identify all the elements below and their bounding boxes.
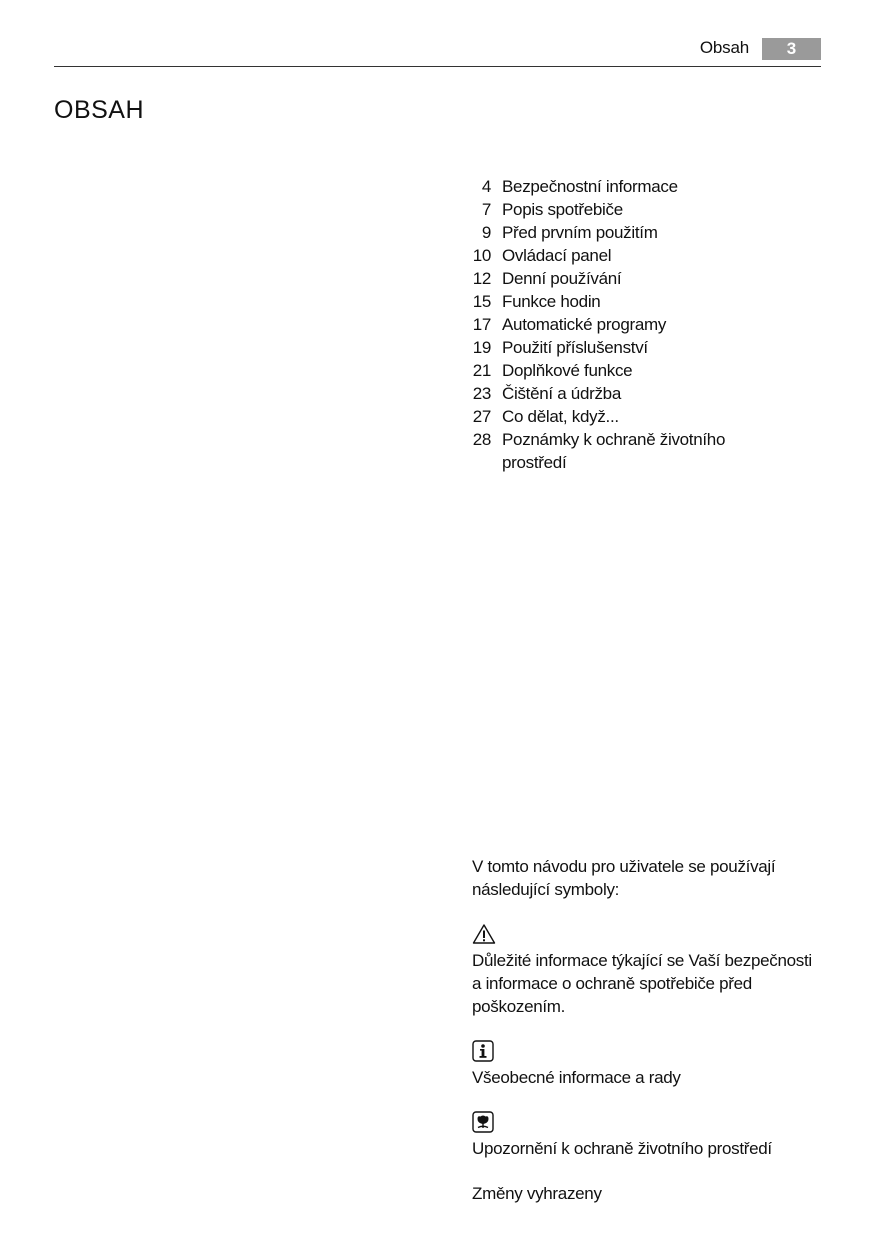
toc-item[interactable] [468,405,808,428]
toc-item[interactable] [468,267,808,290]
warning-text: Důležité informace týkající se Vaší bezpečnosti a informace o ochraně spotřebiče před poškozením. [472,951,812,1016]
toc-page-number: 15 [472,292,491,311]
toc-page-number: 23 [472,384,491,403]
toc-item[interactable] [468,244,808,267]
environment-block [472,1111,822,1160]
toc-page-number: 28 [472,430,491,449]
toc-item[interactable] [468,382,808,405]
toc-item[interactable] [468,336,808,359]
info-block [472,1040,822,1089]
info-text: Všeobecné informace a rady [472,1068,681,1087]
toc-item[interactable] [468,198,808,221]
toc-item[interactable] [468,290,808,313]
toc-label: Popis spotřebiče [502,200,623,219]
toc-item[interactable] [468,359,808,382]
toc-label: Ovládací panel [502,246,612,265]
page-number-badge: 3 [762,38,821,60]
toc-label: Před prvním použitím [502,223,658,242]
environment-flower-icon [472,1111,822,1135]
changes-reserved-note: Změny vyhrazeny [472,1184,602,1203]
symbol-legend [472,855,822,1205]
toc-label: Bezpečnostní informace [502,177,678,196]
toc-page-number: 7 [481,200,491,219]
toc-page-number: 19 [472,338,491,357]
environment-text: Upozornění k ochraně životního prostředí [472,1139,772,1158]
page-header [54,36,821,67]
toc-label: Poznámky k ochraně životního prostředí [502,430,726,472]
toc-label: Doplňkové funkce [502,361,633,380]
toc-label: Co dělat, když... [502,407,619,426]
toc-item[interactable] [468,313,808,336]
toc-page-number: 17 [472,315,491,334]
toc-item[interactable] [468,428,808,474]
toc-label: Čištění a údržba [502,384,621,403]
toc-label: Funkce hodin [502,292,601,311]
toc-page-number: 4 [481,177,491,196]
toc-page-number: 9 [481,223,491,242]
legend-intro: V tomto návodu pro uživatele se používají následující symboly: [472,857,776,899]
header-section-title: Obsah [699,38,749,57]
toc-page-number: 12 [472,269,491,288]
toc-page-number: 10 [472,246,491,265]
toc-page-number: 27 [472,407,491,426]
info-icon [472,1040,822,1064]
toc-item[interactable] [468,221,808,244]
table-of-contents [468,175,808,474]
warning-triangle-icon [472,923,822,947]
toc-item[interactable] [468,175,808,198]
page-title: OBSAH [54,96,145,124]
toc-page-number: 21 [472,361,491,380]
toc-label: Použití příslušenství [502,338,648,357]
warning-block [472,923,822,1018]
toc-label: Automatické programy [502,315,667,334]
toc-label: Denní používání [502,269,622,288]
